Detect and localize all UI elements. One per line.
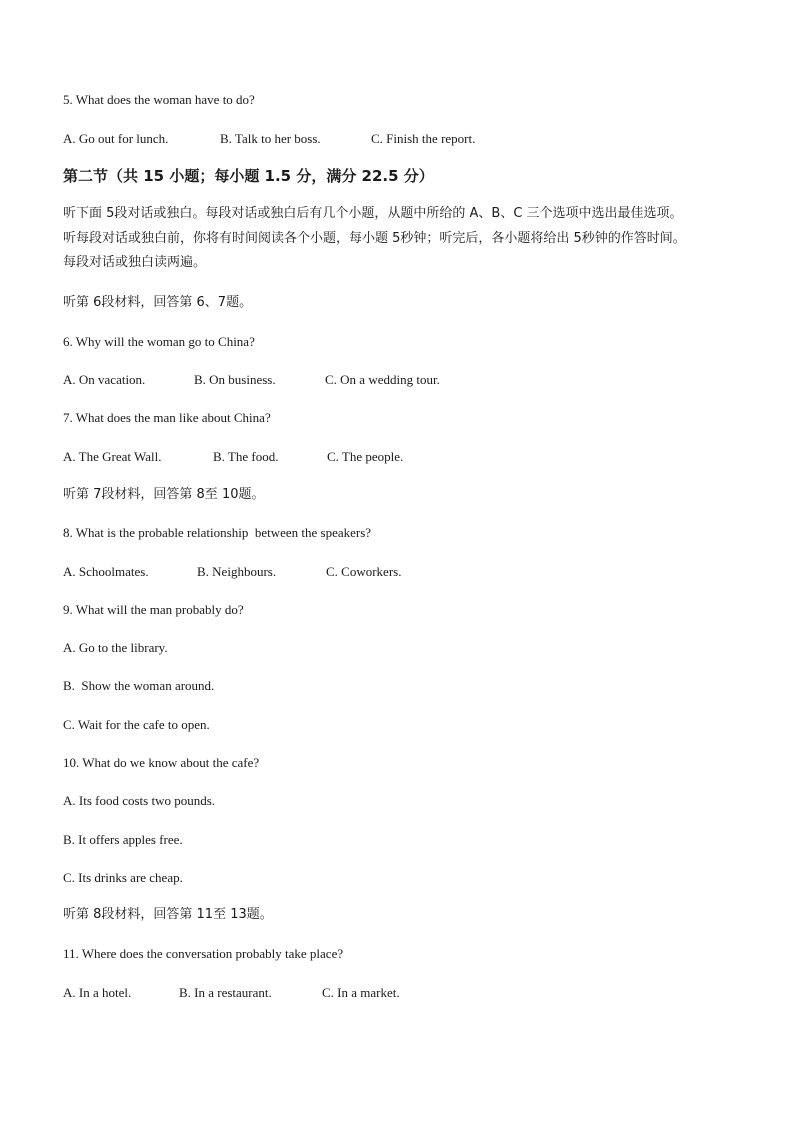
q10-option-c: C. Its drinks are cheap. [63,870,183,885]
q8-option-b: B. Neighbours. [197,564,277,579]
q9-option-b: B. Show the woman around. [63,678,215,693]
instruction-line-1: 听下面 5段对话或独白。每段对话或独白后有几个小题，从题中所给的 A、B、C 三个选项中选出最佳选项。 [63,206,683,221]
q9-option-a: A. Go to the library. [63,640,168,655]
q6-option-c: C. On a wedding tour. [325,372,440,387]
q6-option-b: B. On business. [194,372,276,387]
q7-option-c: C. The people. [327,449,404,464]
question-7: 7. What does the man like about China? [63,410,271,425]
question-11: 11. Where does the conversation probably take place? [63,946,344,961]
q7-option-b: B. The food. [213,449,279,464]
q11-option-a: A. In a hotel. [63,985,132,1000]
question-6: 6. Why will the woman go to China? [63,334,255,349]
material-6-note: 听第 6段材料，回答第 6、7题。 [63,295,253,310]
material-8-note: 听第 8段材料，回答第 11至 13题。 [63,907,273,922]
q6-option-a: A. On vacation. [63,372,146,387]
section-instructions [63,202,763,276]
q5-option-a: A. Go out for lunch. [63,131,169,146]
material-7-note: 听第 7段材料，回答第 8至 10题。 [63,487,265,502]
q10-option-b: B. It offers apples free. [63,832,183,847]
question-5: 5. What does the woman have to do? [63,92,255,107]
q8-option-a: A. Schoolmates. [63,564,149,579]
q11-option-b: B. In a restaurant. [179,985,272,1000]
q5-option-c: C. Finish the report. [371,131,476,146]
section-heading: 第二节（共 15 小题；每小题 1.5 分，满分 22.5 分） [63,167,434,185]
instruction-line-3: 每段对话或独白读两遍。 [63,255,207,270]
question-10: 10. What do we know about the cafe? [63,755,260,770]
q11-option-c: C. In a market. [322,985,400,1000]
q8-option-c: C. Coworkers. [326,564,402,579]
q5-option-b: B. Talk to her boss. [220,131,321,146]
q10-option-a: A. Its food costs two pounds. [63,793,216,808]
q7-option-a: A. The Great Wall. [63,449,162,464]
q9-option-c: C. Wait for the cafe to open. [63,717,210,732]
question-9: 9. What will the man probably do? [63,602,244,617]
question-8: 8. What is the probable relationship between the speakers? [63,525,372,540]
instruction-line-2: 听每段对话或独白前，你将有时间阅读各个小题，每小题 5秒钟；听完后，各小题将给出 5秒钟的作答时间。 [63,230,686,246]
